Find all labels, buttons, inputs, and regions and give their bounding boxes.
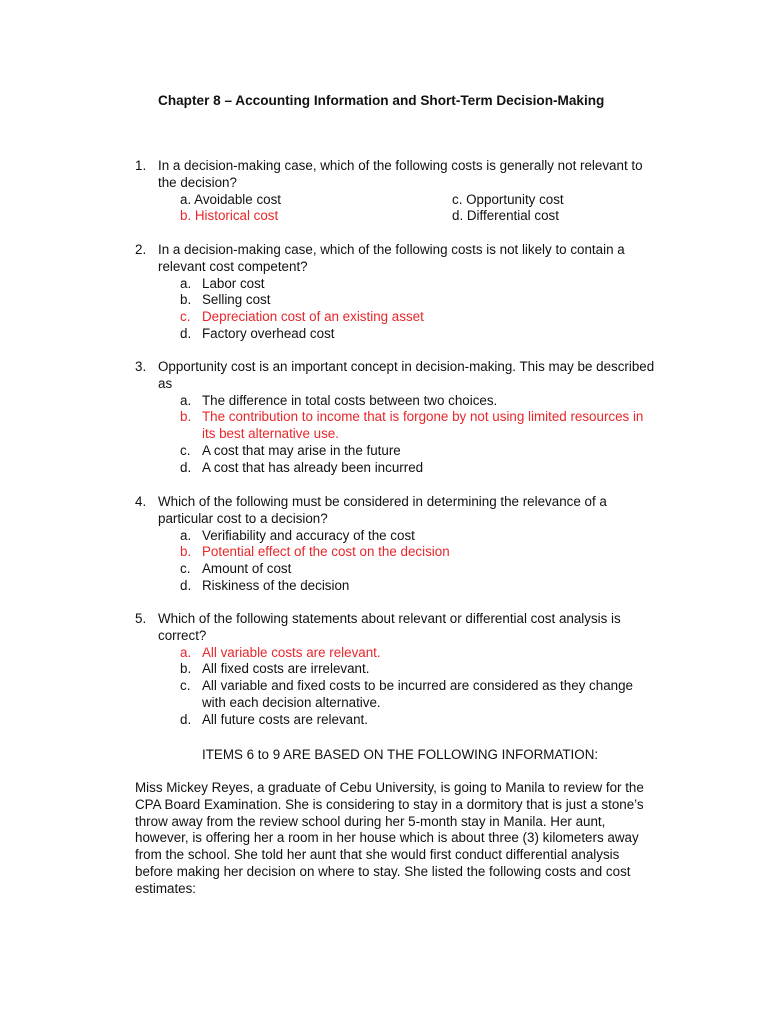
option-a: a. Avoidable cost [180,191,281,207]
option-b: b. All fixed costs are irrelevant. [180,661,370,677]
option-d: d. A cost that has already been incurred [180,459,424,475]
option-a: a. Verifiability and accuracy of the cost [180,527,415,543]
option-grid [180,192,655,226]
option-c-correct: c. Depreciation cost of an existing asset [180,309,424,325]
option-list [180,645,655,729]
option-a-correct: a. All variable costs are relevant. [180,644,381,660]
option-b-correct: b. Historical cost [180,208,279,224]
option-list [180,276,655,343]
option-d: d. Factory overhead cost [180,325,335,341]
question-number: 5. [135,611,147,626]
question-stem: Opportunity cost is an important concept in decision-making. This may be described as [158,359,655,391]
option-c: c. Amount of cost [180,561,292,577]
question-5 [135,611,655,729]
option-b: b. Selling cost [180,292,271,308]
question-stem: In a decision-making case, which of the following costs is generally not relevant to the decision? [158,158,643,190]
option-a: a. The difference in total costs between two choices. [180,392,498,408]
items-header: ITEMS 6 to 9 ARE BASED ON THE FOLLOWING INFORMATION: [202,747,599,762]
question-stem: Which of the following statements about relevant or differential cost analysis is correct? [158,611,621,643]
case-text: Miss Mickey Reyes, a graduate of Cebu University, is going to Manila to review for the CPA Board Examination. She is considering to stay in a dormitory that is just a stone’s throw away from the review school during her 5-month stay in Manila. Her aunt, however, is offering her a room in her house which is about three (3) kilometers away from the school. She told her aunt that she would first conduct differential analysis before making her decision on where to stay. She listed the following costs and cost estimates: [135,780,644,896]
question-1 [135,158,655,225]
option-b-correct: b. Potential effect of the cost on the decision [180,544,450,560]
option-d: d. Differential cost [452,208,559,224]
question-number: 4. [135,494,147,509]
question-number: 3. [135,359,147,374]
option-a: a. Labor cost [180,275,265,291]
option-b-correct: b. The contribution to income that is forgone by not using limited resources in its best alternative use. [180,409,644,442]
option-c: c. Opportunity cost [452,191,564,207]
option-d: d. All future costs are relevant. [180,711,368,727]
case-paragraph [135,780,660,898]
question-stem: Which of the following must be considered in determining the relevance of a particular cost to a decision? [158,494,607,526]
option-c: c. A cost that may arise in the future [180,442,401,458]
question-2 [135,242,655,343]
option-d: d. Riskiness of the decision [180,577,350,593]
question-number: 1. [135,158,147,173]
question-3 [135,359,655,477]
question-4 [135,494,655,595]
question-stem: In a decision-making case, which of the following costs is not likely to contain a relevant cost competent? [158,242,625,274]
question-number: 2. [135,242,147,257]
option-list [180,393,655,477]
option-c: c. All variable and fixed costs to be incurred are considered as they change with each decision alternative. [180,678,633,710]
chapter-title: Chapter 8 – Accounting Information and Short-Term Decision-Making [158,93,605,108]
option-list [180,528,655,595]
